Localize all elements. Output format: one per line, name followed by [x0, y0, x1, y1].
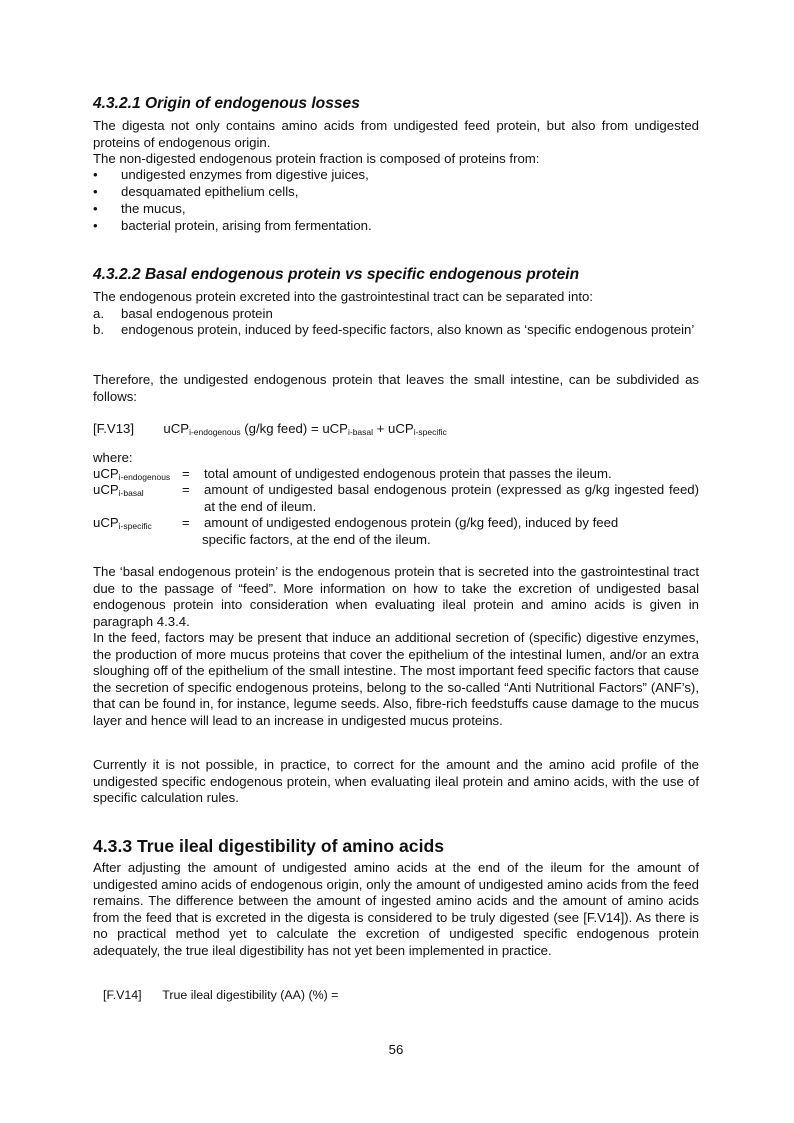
paragraph-true-ileal: After adjusting the amount of undigested amino acids at the end of the ileum for the amount of undigested amino acids of endogenous origin, only the amount of undigested amino acids from the feed remains. The difference between the amount of ingested amino acids and the amount of amino acids from the feed that is excreted in the digesta is considered to be truly digested (see [F.V14]). As there is no practical method yet to calculate the excretion of undigested specific endogenous protein adequately, the true ileal digestibility has not yet been implemented in practice.	[93, 860, 699, 958]
formula-text: True ileal digestibility (AA) (%) =	[162, 988, 339, 1002]
formula-label: [F.V13]	[93, 421, 135, 436]
bullet-icon: •	[93, 167, 98, 182]
page-number: 56	[388, 1042, 404, 1057]
bullet-text: the mucus,	[121, 201, 186, 216]
bullet-text: desquamated epithelium cells,	[121, 184, 299, 199]
paragraph-digesta: The digesta not only contains amino acids from undigested feed protein, but also from undigested proteins of endogenous origin.	[93, 118, 699, 150]
definition-term: uCP$_{i-basal}$	[93, 482, 144, 498]
heading-true-ileal-digestibility: 4.3.3 True ileal digestibility of amino acids	[93, 836, 445, 856]
heading-origin-endogenous-losses: 4.3.2.1 Origin of endogenous losses	[93, 95, 360, 112]
bullet-text: bacterial protein, arising from fermentation.	[121, 218, 372, 233]
formula-term-basal: uCP$_{i-basal}$	[322, 421, 374, 437]
where-label: where:	[93, 450, 133, 465]
paragraph-therefore: Therefore, the undigested endogenous protein that leaves the small intestine, can be subdivided as follows:	[93, 372, 699, 404]
definition-text-cont: specific factors, at the end of the ileum.	[202, 531, 431, 547]
bullet-icon: •	[93, 218, 98, 233]
paragraph-separated-into: The endogenous protein excreted into the gastrointestinal tract can be separated into:	[93, 289, 593, 304]
list-text: basal endogenous protein	[121, 306, 273, 321]
list-item	[93, 322, 699, 339]
definition-text: total amount of undigested endogenous protein that passes the ileum.	[204, 466, 612, 481]
formula-fv13: [F.V13] uCP$_{i-endogenous}$ (g/kg feed) = uCP$_{i-basal}$ + uCP$_{i-specific}$	[93, 421, 447, 437]
definition-term: uCP$_{i-specific}$	[93, 515, 152, 531]
definition-text: amount of undigested basal endogenous protein (expressed as g/kg ingested feed) at the end of ileum.	[204, 482, 699, 514]
definition-term: uCP$_{i-endogenous}$	[93, 466, 171, 482]
list-text: endogenous protein, induced by feed-specific factors, also known as ‘specific endogenous protein’	[121, 322, 695, 337]
heading-basal-vs-specific: 4.3.2.2 Basal endogenous protein vs specific endogenous protein	[93, 266, 580, 283]
list-item	[93, 306, 699, 323]
definition-text: amount of undigested endogenous protein (g/kg feed), induced by feed	[204, 515, 619, 530]
formula-lhs: uCP$_{i-endogenous}$	[163, 421, 241, 437]
formula-fv14	[103, 987, 338, 1004]
definition-row: uCP$_{i-basal}$ = amount of undigested basal endogenous protein (expressed as g/kg ingested feed) at the end of ileum.	[93, 482, 699, 514]
paragraph-basal-endogenous: The ‘basal endogenous protein’ is the endogenous protein that is secreted into the gastrointestinal tract due to the passage of “feed”. More information on how to take the excretion of undigested basal endogenous protein into consideration when evaluating ileal protein and amino acids is given in paragraph 4.3.4.	[93, 564, 699, 629]
paragraph-currently: Currently it is not possible, in practice, to correct for the amount and the amino acid profile of the undigested specific endogenous protein, when evaluating ileal protein and amino acids, with the use of specific calculation rules.	[93, 757, 699, 805]
paragraph-feed-factors: In the feed, factors may be present that induce an additional secretion of (specific) digestive enzymes, the production of more mucus proteins that cover the epithelium of the intestinal lumen, and/or an extra sloughing off of the epithelium of the small intestine. The most important feed specific factors that cause the secretion of specific endogenous proteins, belong to the so-called “Anti Nutritional Factors” (ANF’s), that can be found in, for instance, legume seeds. Also, fibre-rich feedstuffs cause damage to the mucus layer and hence will lead to an increase in undigested mucus proteins.	[93, 630, 699, 728]
definition-row: uCP$_{i-specific}$ = amount of undigested endogenous protein (g/kg feed), induced by feed specific factors, at the end of the ileum.	[93, 515, 699, 548]
list-marker: a.	[93, 306, 104, 321]
formula-label: [F.V14]	[103, 988, 142, 1002]
paragraph-fraction-intro: The non-digested endogenous protein fraction is composed of proteins from:	[93, 151, 540, 166]
list-marker: b.	[93, 322, 104, 337]
bullet-icon: •	[93, 201, 98, 216]
definition-row: uCP$_{i-endogenous}$ = total amount of undigested endogenous protein that passes the ileum.	[93, 466, 699, 483]
formula-term-specific: uCP$_{i-specific}$	[388, 421, 447, 437]
bullet-text: undigested enzymes from digestive juices,	[121, 167, 369, 182]
bullet-icon: •	[93, 184, 98, 199]
